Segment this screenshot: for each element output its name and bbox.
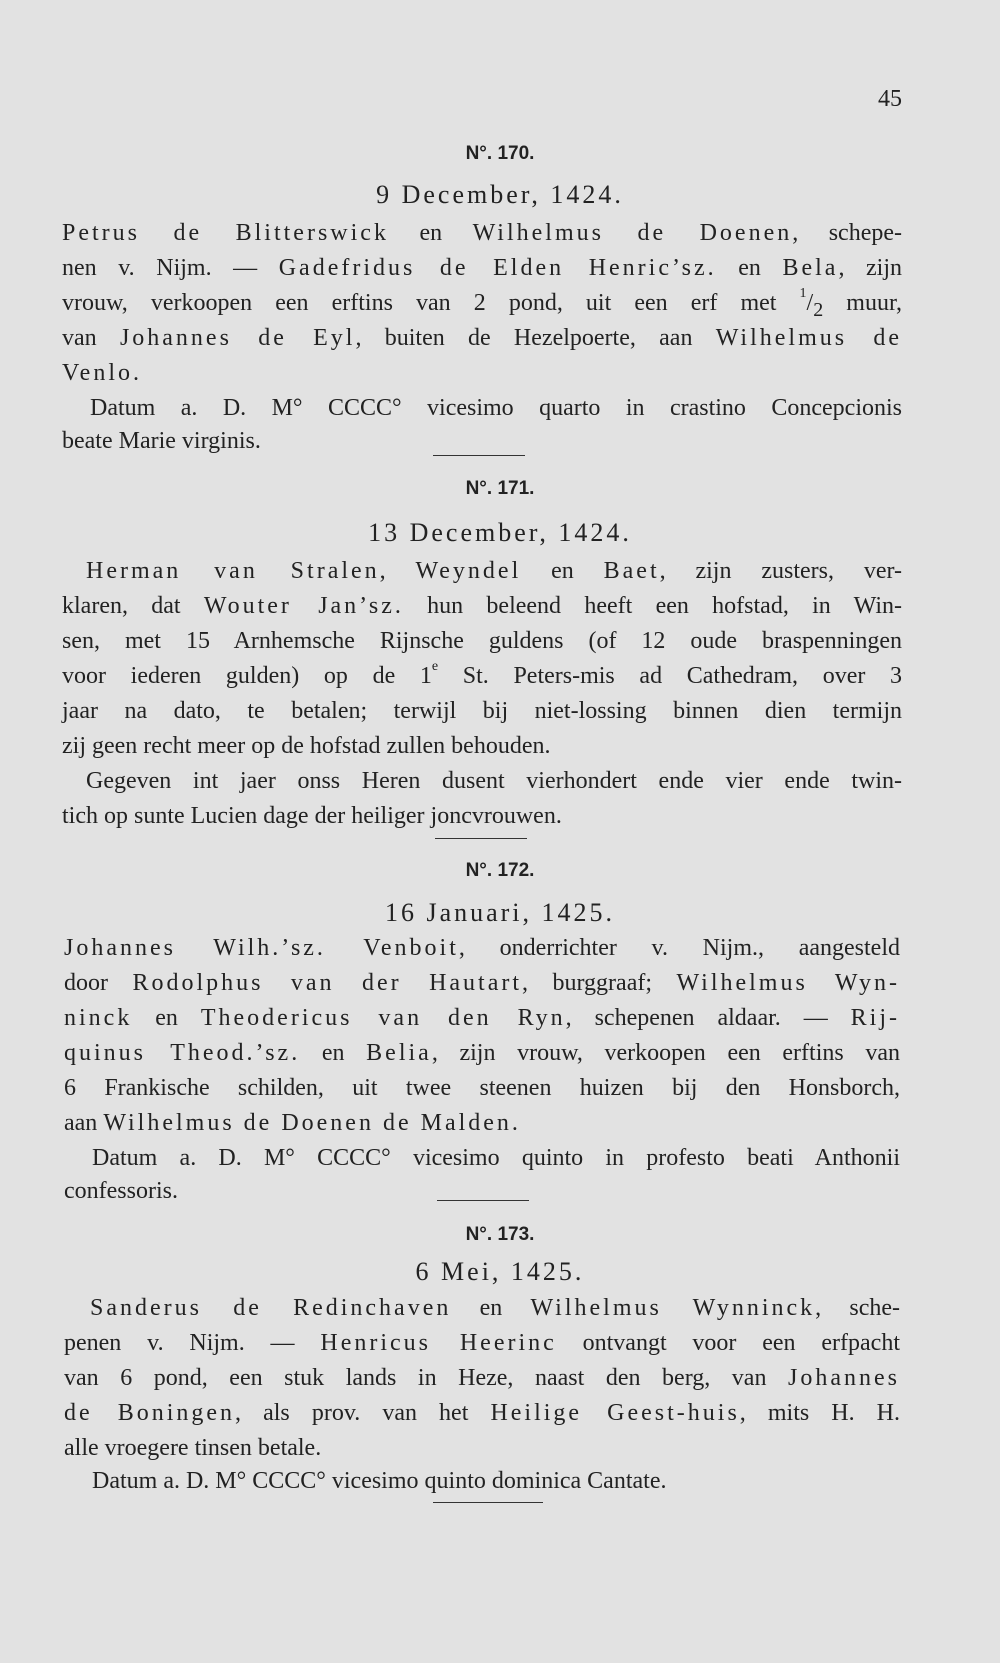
text-line: sen, met 15 Arnhemsche Rijnsche guldens (of 12 oude braspenningen [62, 628, 902, 654]
text-line: Herman van Stralen, Weyndel en Baet, zijn zusters, ver- [86, 558, 903, 584]
text-line: beate Marie virginis. [62, 428, 261, 454]
text-line: 6 Frankische schilden, uit twee steenen huizen bij den Honsborch, [64, 1075, 900, 1101]
text-line: Datum a. D. M° CCCC° vicesimo quinto in profesto beati Anthonii [92, 1145, 900, 1171]
text-line: penen v. Nijm. — Henricus Heerinc ontvangt voor een erfpacht [64, 1330, 900, 1356]
section-divider [437, 1200, 529, 1201]
text-line: Petrus de Blitterswick en Wilhelmus de Doenen, schepe- [62, 220, 902, 246]
text-line: door Rodolphus van der Hautart, burggraaf; Wilhelmus Wyn- [64, 970, 901, 996]
text-line: quinus Theod.’sz. en Belia, zijn vrouw, verkoopen een erftins van [64, 1040, 901, 1066]
entry-date: 9 December, 1424. [376, 180, 624, 209]
entry-date: 6 Mei, 1425. [415, 1257, 585, 1286]
entry-number: N°. 173. [465, 1224, 535, 1245]
text-line: jaar na dato, te betalen; terwijl bij niet-lossing binnen dien termijn [62, 698, 902, 724]
text-line: Datum a. D. M° CCCC° vicesimo quarto in crastino Concepcionis [90, 395, 902, 421]
text-line: aan Wilhelmus de Doenen de Malden. [64, 1110, 518, 1136]
text-line: vrouw, verkoopen een erftins van 2 pond, uit een erf met $^1/_2$ muur, [62, 286, 902, 321]
entry-number: N°. 171. [465, 478, 535, 499]
text-line: Datum a. D. M° CCCC° vicesimo quinto dominica Cantate. [92, 1468, 667, 1494]
entry-date: 13 December, 1424. [368, 518, 632, 547]
text-line: tich op sunte Lucien dage der heiliger joncvrouwen. [62, 803, 562, 829]
text-line: zij geen recht meer op de hofstad zullen behouden. [62, 733, 551, 759]
entry-number: N°. 172. [465, 860, 535, 881]
text-line: voor iederen gulden) op de 1e St. Peters-mis ad Cathedram, over 3 [62, 659, 902, 689]
text-line: van Johannes de Eyl, buiten de Hezelpoerte, aan Wilhelmus de [62, 325, 903, 351]
text-line: klaren, dat Wouter Jan’sz. hun beleend heeft een hofstad, in Win- [62, 593, 902, 619]
text-line: Gegeven int jaer onss Heren dusent vierhondert ende vier ende twin- [86, 768, 902, 794]
text-line: de Boningen, als prov. van het Heilige Geest-huis, mits H. H. [64, 1400, 900, 1426]
text-line: van 6 pond, een stuk lands in Heze, naast den berg, van Johannes [64, 1365, 900, 1391]
text-line: Johannes Wilh.’sz. Venboit, onderrichter v. Nijm., aangesteld [64, 935, 900, 961]
entry-number: N°. 170. [465, 143, 535, 164]
text-line: nen v. Nijm. — Gadefridus de Elden Henric’sz. en Bela, zijn [62, 255, 902, 281]
text-line: ninck en Theodericus van den Ryn, schepenen aldaar. — Rij- [64, 1005, 900, 1031]
section-divider [433, 1502, 543, 1503]
text-line: alle vroegere tinsen betale. [64, 1435, 322, 1461]
text-line: Venlo. [62, 360, 142, 386]
section-divider [433, 455, 525, 456]
text-line: confessoris. [64, 1178, 178, 1204]
entry-date: 16 Januari, 1425. [384, 898, 616, 927]
text-line: Sanderus de Redinchaven en Wilhelmus Wynninck, sche- [90, 1295, 901, 1321]
section-divider [435, 838, 527, 839]
page-number: 45 [878, 86, 902, 112]
